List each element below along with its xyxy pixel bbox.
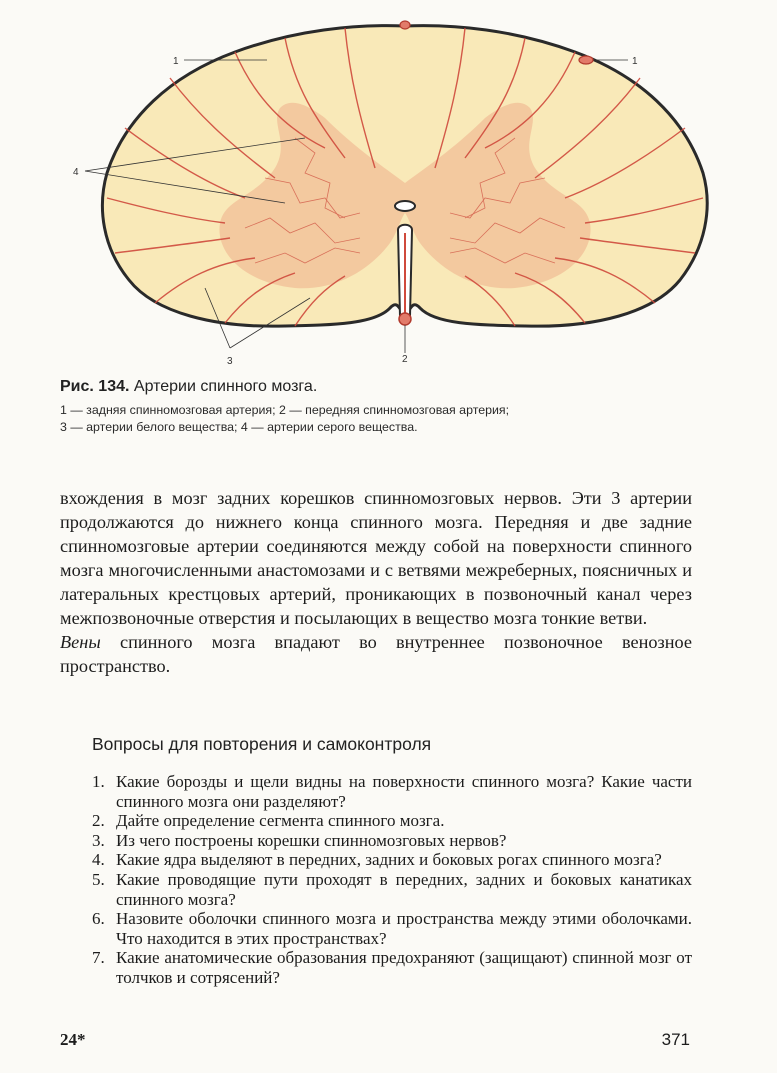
question-number: 3. [92,830,105,850]
body-text [60,486,692,678]
question-item [92,772,692,811]
question-text: Дайте определение сегмента спинного мозга. [116,811,445,831]
question-number: 4. [92,850,105,870]
caption-title [60,378,700,396]
question-item [92,850,692,870]
question-number: 1. [92,772,105,791]
question-list [92,772,692,988]
question-item [92,831,692,851]
spinal-cord-cross-section [55,8,735,368]
figure-caption [60,378,700,436]
label-3: 3 [227,356,233,367]
printer-signature: 24* [60,1030,86,1049]
question-item [92,909,692,948]
caption-legend-line-1: 1 — задняя спинномозговая артерия; 2 — передняя спинномозговая артерия; [60,403,510,417]
question-number: 5. [92,869,105,889]
caption-figure-title: Артерии спинного мозга. [133,378,318,395]
body-paragraph-2 [60,630,692,678]
body-paragraph-1: вхождения в мозг задних корешков спинномозговых нервов. Эти 3 артерии продолжаются до нижнего конца спинного мозга. Передняя и две задние спинномозговые артерии соединяются между собой на поверхности спинного мозга многочисленными анастомозами и с ветвями межреберных, поясничных и латеральных крестцовых артерий, проникающих в позвоночный канал через межпозвоночные отверстия и посылающих в вещество мозга тонкие ветви. [60,488,692,628]
body-paragraph-2-rest: спинного мозга впадают во внутреннее позвоночное венозное пространство. [60,632,692,676]
spinal-cord-figure [55,8,735,368]
question-text: Какие проводящие пути проходят в передних, задних и боковых канатиках спинного мозга? [116,869,692,909]
label-4: 4 [73,167,79,178]
caption-legend [60,402,700,436]
caption-figure-number: Рис. 134. [60,378,130,395]
section-heading: Вопросы для повторения и самоконтроля [92,734,432,754]
posterior-median-vessel [400,21,410,29]
question-text: Какие борозды и щели видны на поверхности спинного мозга? Какие части спинного мозга они разделяют? [116,772,692,811]
question-item [92,811,692,831]
question-text: Какие анатомические образования предохраняют (защищают) спинной мозг от толчков и сотрясений? [116,948,692,987]
caption-legend-line-2: 3 — артерии белого вещества; 4 — артерии серого вещества. [60,420,418,434]
label-1-right: 1 [632,56,638,67]
body-paragraph-2-emphasis: Вены [60,632,101,652]
question-item [92,948,692,987]
question-item [92,870,692,909]
central-canal [395,201,415,211]
label-2: 2 [402,354,408,365]
question-text: Из чего построены корешки спинномозговых нервов? [116,830,507,850]
question-text: Какие ядра выделяют в передних, задних и боковых рогах спинного мозга? [116,850,662,870]
posterior-spinal-artery-right [579,56,593,64]
page-number: 371 [661,1030,690,1049]
question-text: Назовите оболочки спинного мозга и пространства между этими оболочками. Что находится в этих пространствах? [116,909,692,948]
question-number: 2. [92,811,105,831]
label-1-left: 1 [173,56,179,67]
question-number: 7. [92,948,105,968]
question-number: 6. [92,909,105,929]
anterior-spinal-artery [399,313,411,325]
